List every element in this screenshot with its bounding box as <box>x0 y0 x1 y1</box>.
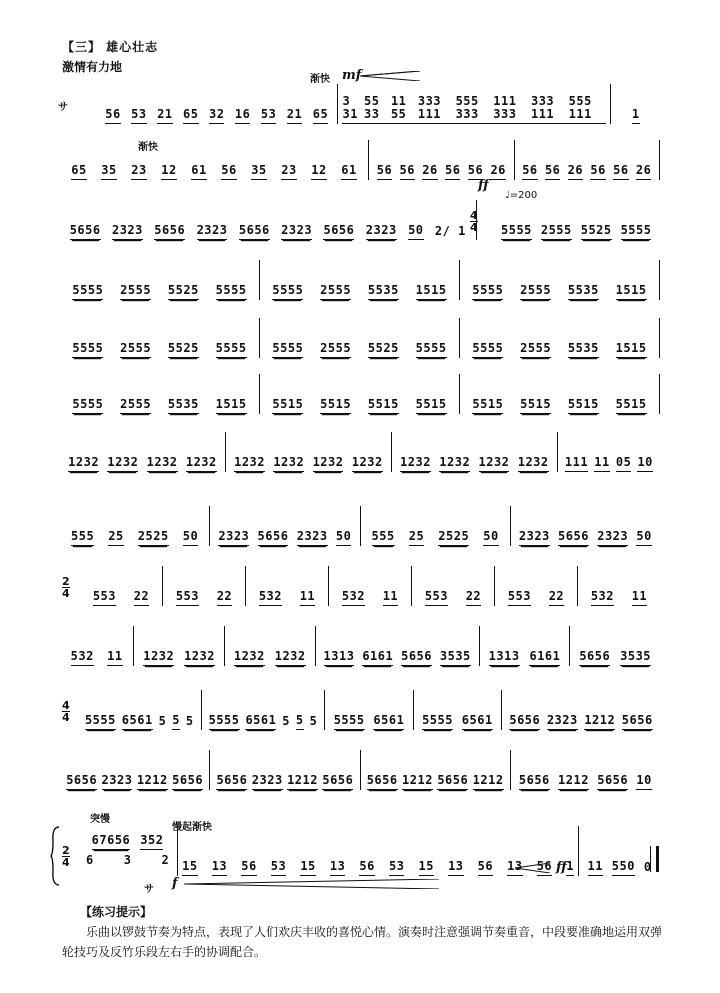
note-group: 5555 <box>621 224 652 240</box>
measure <box>60 750 210 790</box>
score-line-6 <box>60 374 660 414</box>
note-group: 532 <box>71 650 94 666</box>
note-group: 5656 <box>509 714 540 730</box>
note-group: 15 <box>182 860 197 876</box>
note-group: 2323 <box>102 774 133 790</box>
note-group: 5656 <box>172 774 203 790</box>
measure <box>511 506 660 546</box>
note-group: 56 <box>221 164 236 180</box>
note-group: 2323 <box>547 714 578 730</box>
crescendo-hairpin <box>184 879 439 889</box>
measure <box>480 626 571 666</box>
note-group: 5656 <box>437 774 468 790</box>
note-group: 50 <box>636 530 651 546</box>
note-group: 11 <box>632 590 647 606</box>
note-group: 5 <box>158 714 167 728</box>
note-group: 555 333 <box>456 95 494 124</box>
measure <box>502 690 660 730</box>
score-line-3 <box>60 200 660 240</box>
measure <box>414 690 502 730</box>
note-group: 1232 <box>186 456 217 472</box>
note-group: 12 <box>311 164 326 180</box>
crescendo-hairpin <box>515 863 550 873</box>
note-group: 2323 <box>297 530 328 546</box>
note-group: 2555 <box>520 342 551 358</box>
note-group: 5515 <box>568 398 599 414</box>
note-group: 61 <box>341 164 356 180</box>
note-group: 5 <box>172 714 180 730</box>
note-group: 1232 <box>400 456 431 472</box>
note-group: 5555 <box>72 342 103 358</box>
measure <box>60 260 260 300</box>
note-group: 5515 <box>416 398 447 414</box>
note-group: 5656 <box>322 774 353 790</box>
note-group: 56 <box>377 164 392 180</box>
note-group: 1232 <box>143 650 174 666</box>
note-group: 22 <box>217 590 232 606</box>
note-group: 5555 <box>422 714 453 730</box>
note-group: 2555 <box>320 284 351 300</box>
note-group: 5 <box>185 714 194 728</box>
note-group: 5 <box>282 714 290 728</box>
note-group: 1232 <box>184 650 215 666</box>
measure <box>325 690 413 730</box>
note-group: 67656 <box>92 834 131 850</box>
note-group: 1232 <box>234 456 265 472</box>
note-group: 352 <box>140 834 163 850</box>
score-line-1 <box>60 84 660 124</box>
note-group: 111 <box>565 456 588 472</box>
dynamic-mf: mf <box>342 68 362 83</box>
measure <box>78 690 202 730</box>
note-group: 553 <box>93 590 116 606</box>
note-group: 1515 <box>416 284 447 300</box>
note-group: 2555 <box>320 342 351 358</box>
sa-mark: サ <box>58 102 68 113</box>
note-group: 50 <box>336 530 351 546</box>
note-group: 5555 <box>209 714 240 730</box>
note-group: 553 <box>508 590 531 606</box>
note-group: 13 <box>330 860 345 876</box>
note-group: 6561 <box>373 714 404 730</box>
note-group: 1313 <box>489 650 520 666</box>
note-group: 5555 <box>216 284 247 300</box>
note-group: 26 <box>490 164 505 180</box>
measure <box>60 318 260 358</box>
measure <box>260 374 460 414</box>
note-group: 3535 <box>620 650 651 666</box>
note-group: 22 <box>549 590 564 606</box>
measure <box>60 374 260 414</box>
score-line-2 <box>60 140 660 180</box>
note-group: 553 <box>176 590 199 606</box>
note-group: 13 <box>212 860 227 876</box>
note-group: 1212 <box>558 774 589 790</box>
note-group: 2555 <box>120 398 151 414</box>
measure <box>163 566 246 606</box>
note-group: 53 <box>271 860 286 876</box>
measure <box>260 318 460 358</box>
section-title: 【三】 雄心壮志 <box>62 40 159 54</box>
note-group: 1212 <box>402 774 433 790</box>
note-group: 5515 <box>320 398 351 414</box>
accelerando-mark: 渐快 <box>310 74 330 85</box>
note-group: 1232 <box>234 650 265 666</box>
measure <box>361 750 511 790</box>
note-group: 56 <box>545 164 560 180</box>
note-group: 333 111 <box>531 95 569 124</box>
note-group: 5515 <box>616 398 647 414</box>
measure <box>225 626 316 666</box>
measure <box>460 260 660 300</box>
note-group: 5555 <box>85 714 116 730</box>
sa-mark: サ <box>144 884 154 895</box>
note-group: 55 33 <box>364 95 391 124</box>
note-group: 5525 <box>168 284 199 300</box>
practice-tips-text: 乐曲以锣鼓节奏为特点，表现了人们欢庆丰收的喜悦心情。演奏时注意强调节奏重音，中段要准确地运用双弹轮技巧及反竹乐段左右手的协调配合。 <box>62 925 663 959</box>
sudden-slow-mark: 突慢 <box>90 814 110 825</box>
note-group: 56 <box>445 164 460 180</box>
note-group: 35 <box>251 164 266 180</box>
note-group: 22 <box>466 590 481 606</box>
note-group: 1212 <box>287 774 318 790</box>
measure <box>60 506 210 546</box>
note-group: 26 <box>422 164 437 180</box>
note-group: 5525 <box>368 342 399 358</box>
note-group: 56 <box>105 108 120 124</box>
note-group: 2525 <box>138 530 169 546</box>
note-group: 53 <box>261 108 276 124</box>
note-group: 11 <box>300 590 315 606</box>
note-group: 25 <box>108 530 123 546</box>
note-group: 5535 <box>568 284 599 300</box>
note-group: 56 <box>613 164 628 180</box>
note-group: 5555 <box>72 284 103 300</box>
score-line-10 <box>60 626 660 666</box>
note-group: 50 <box>483 530 498 546</box>
note-group: 5656 <box>579 650 610 666</box>
note-group: 65 <box>313 108 328 124</box>
measure <box>579 826 660 876</box>
note-group: 1212 <box>137 774 168 790</box>
note-group: 1232 <box>273 456 304 472</box>
note-group: 10 <box>636 774 651 790</box>
note-group: 61 <box>191 164 206 180</box>
note-group: 5656 <box>323 224 354 240</box>
final-barline <box>650 846 659 872</box>
measure <box>260 260 460 300</box>
measure <box>477 200 660 240</box>
note-group: 2525 <box>438 530 469 546</box>
note-group: 5525 <box>168 342 199 358</box>
note-group: 2323 <box>197 224 228 240</box>
note-group: 0 <box>643 860 652 874</box>
expression-marking: 激情有力地 <box>62 60 123 74</box>
measure <box>60 432 226 472</box>
measure <box>60 140 369 180</box>
dynamic-ff: ff <box>478 178 489 193</box>
note-group: 5555 <box>472 342 503 358</box>
note-group: 2/ 1 <box>434 224 466 238</box>
note-group: 2323 <box>519 530 550 546</box>
score-line-5 <box>60 318 660 358</box>
note-group: 53 <box>131 108 146 124</box>
note-group: 2323 <box>112 224 143 240</box>
note-group: 1232 <box>68 456 99 472</box>
note-group: 553 <box>425 590 448 606</box>
measure <box>460 374 660 414</box>
note-group: 1232 <box>439 456 470 472</box>
note-group: 1515 <box>216 398 247 414</box>
note-group: 5656 <box>519 774 550 790</box>
note-group: 23 <box>281 164 296 180</box>
note-group: 11 <box>107 650 122 666</box>
note-group: 32 <box>209 108 224 124</box>
measure <box>412 566 495 606</box>
note-group: 21 <box>287 108 302 124</box>
note-group: 11 <box>383 590 398 606</box>
note-group: 15 <box>300 860 315 876</box>
note-group: 555 111 <box>569 95 607 124</box>
note-group: 5555 <box>272 284 303 300</box>
note-group: 1515 <box>616 342 647 358</box>
measure <box>558 432 660 472</box>
note-group: 5656 <box>558 530 589 546</box>
score-line-9 <box>80 566 660 606</box>
note-group: 2323 <box>597 530 628 546</box>
note-group: 1232 <box>275 650 306 666</box>
note-group: 5656 <box>66 774 97 790</box>
note-group: 1515 <box>616 284 647 300</box>
note-group: 532 <box>259 590 282 606</box>
note-group: 6 <box>85 852 94 867</box>
note-group: 555 <box>71 530 94 546</box>
note-group: 35 <box>101 164 116 180</box>
measure <box>570 626 660 666</box>
note-group: 5555 <box>216 342 247 358</box>
note-group: 21 <box>157 108 172 124</box>
measure <box>460 318 660 358</box>
note-group: 11 <box>594 456 609 472</box>
note-group: 2323 <box>281 224 312 240</box>
note-group: 5555 <box>272 342 303 358</box>
note-group: 6561 <box>245 714 276 730</box>
slow-start-accelerando-mark: 慢起渐快 <box>172 822 212 833</box>
note-group: 5515 <box>368 398 399 414</box>
note-group: 1232 <box>313 456 344 472</box>
note-group: 56 <box>522 164 537 180</box>
note-group: 1 <box>566 860 574 876</box>
note-group: 11 <box>588 860 603 876</box>
note-group: 5 <box>309 714 318 728</box>
note-group: 50 <box>183 530 198 546</box>
measure <box>246 566 329 606</box>
measure <box>369 140 514 180</box>
note-group: 111 333 <box>493 95 531 124</box>
measure <box>60 626 134 666</box>
note-group: 3535 <box>440 650 471 666</box>
note-group: 333 111 <box>418 95 456 124</box>
time-signature: 4 4 <box>470 209 478 234</box>
note-group: 26 <box>568 164 583 180</box>
note-group: 5525 <box>581 224 612 240</box>
measure <box>329 566 412 606</box>
note-group: 10 <box>637 456 652 472</box>
note-group: 56 <box>478 860 493 876</box>
measure <box>226 432 392 472</box>
note-group: 12 <box>161 164 176 180</box>
note-group: 22 <box>134 590 149 606</box>
note-group: 1313 <box>324 650 355 666</box>
measure <box>80 566 163 606</box>
note-group: 56 <box>241 860 256 876</box>
note-group: 2323 <box>252 774 283 790</box>
note-group: 5656 <box>216 774 247 790</box>
note-group: 56 <box>359 860 374 876</box>
note-group: 2 <box>161 852 170 867</box>
note-group: 2555 <box>541 224 572 240</box>
measure <box>202 690 326 730</box>
note-group: 1212 <box>584 714 615 730</box>
note-group: 5555 <box>501 224 532 240</box>
note-group: 5555 <box>416 342 447 358</box>
note-group: 5656 <box>154 224 185 240</box>
note-group: 550 <box>612 860 635 876</box>
note-group: 5656 <box>401 650 432 666</box>
dynamic-f: f <box>172 876 178 891</box>
measure <box>60 84 338 124</box>
note-group: 13 <box>507 860 522 876</box>
note-group: 11 55 <box>391 95 418 124</box>
measure <box>210 506 360 546</box>
tempo-marking: ♩=200 <box>505 190 538 201</box>
note-group: 6561 <box>462 714 493 730</box>
note-group: 2323 <box>218 530 249 546</box>
note-group: 65 <box>71 164 86 180</box>
accelerando-mark: 渐快 <box>138 142 158 153</box>
measure <box>611 84 660 124</box>
note-group: 5535 <box>168 398 199 414</box>
note-group: 26 <box>636 164 651 180</box>
score-line-11 <box>78 690 660 730</box>
measure <box>60 200 477 240</box>
note-group: 2555 <box>120 284 151 300</box>
note-group: 5 <box>296 714 304 730</box>
note-group: 5656 <box>622 714 653 730</box>
dynamic-ff: ff <box>556 860 567 875</box>
note-group: 1212 <box>473 774 504 790</box>
note-group: 5515 <box>520 398 551 414</box>
measure <box>78 826 178 876</box>
note-group: 532 <box>591 590 614 606</box>
note-group: 56 <box>590 164 605 180</box>
note-group: 05 <box>616 456 631 472</box>
measure <box>361 506 511 546</box>
note-group: 6161 <box>529 650 560 666</box>
measure <box>316 626 480 666</box>
note-group: 50 <box>408 224 423 240</box>
note-group: 5656 <box>597 774 628 790</box>
note-group: 555 <box>372 530 395 546</box>
note-group: 5656 <box>367 774 398 790</box>
measure <box>515 140 660 180</box>
note-group: 13 <box>448 860 463 876</box>
note-group: 3 <box>123 852 132 867</box>
note-group: 5555 <box>334 714 365 730</box>
note-group: 5515 <box>472 398 503 414</box>
note-group: 6561 <box>122 714 153 730</box>
note-group: 53 <box>389 860 404 876</box>
note-group: 1232 <box>479 456 510 472</box>
score-line-12 <box>60 750 660 790</box>
note-group: 5555 <box>472 284 503 300</box>
score-line-8 <box>60 506 660 546</box>
measure <box>134 626 225 666</box>
time-signature: 2 4 <box>62 575 70 600</box>
note-group: 5555 <box>72 398 103 414</box>
note-group: 5515 <box>272 398 303 414</box>
crescendo-hairpin <box>360 71 420 81</box>
note-group: 2555 <box>120 342 151 358</box>
time-signature: 2 4 <box>62 844 70 869</box>
note-group: 56 <box>537 860 552 876</box>
note-group: 3 31 <box>342 95 364 124</box>
note-group: 5656 <box>258 530 289 546</box>
note-group: 15 <box>419 860 434 876</box>
note-group: 5535 <box>568 342 599 358</box>
note-group: 56 <box>400 164 415 180</box>
note-group: 2323 <box>366 224 397 240</box>
note-group: 6161 <box>362 650 393 666</box>
note-group: 1232 <box>107 456 138 472</box>
time-signature: 4 4 <box>62 699 70 724</box>
measure <box>338 84 611 124</box>
system-brace <box>50 826 60 886</box>
practice-tips-label: 【练习提示】 <box>80 905 153 919</box>
measure <box>392 432 558 472</box>
note-group: 16 <box>235 108 250 124</box>
note-group: 1232 <box>352 456 383 472</box>
measure <box>210 750 360 790</box>
score-line-7 <box>60 432 660 472</box>
note-group: 1232 <box>147 456 178 472</box>
note-group: 532 <box>342 590 365 606</box>
note-group: 5656 <box>70 224 101 240</box>
note-group: 5535 <box>368 284 399 300</box>
note-group: 2555 <box>520 284 551 300</box>
score-line-13 <box>78 826 660 876</box>
note-group: 56 <box>468 164 483 180</box>
measure <box>578 566 660 606</box>
note-group: 1 <box>632 108 640 124</box>
score-line-4 <box>60 260 660 300</box>
measure <box>511 750 660 790</box>
note-group: 23 <box>131 164 146 180</box>
note-group: 65 <box>183 108 198 124</box>
measure <box>495 566 578 606</box>
note-group: 1232 <box>518 456 549 472</box>
note-group: 25 <box>409 530 424 546</box>
note-group: 5656 <box>239 224 270 240</box>
